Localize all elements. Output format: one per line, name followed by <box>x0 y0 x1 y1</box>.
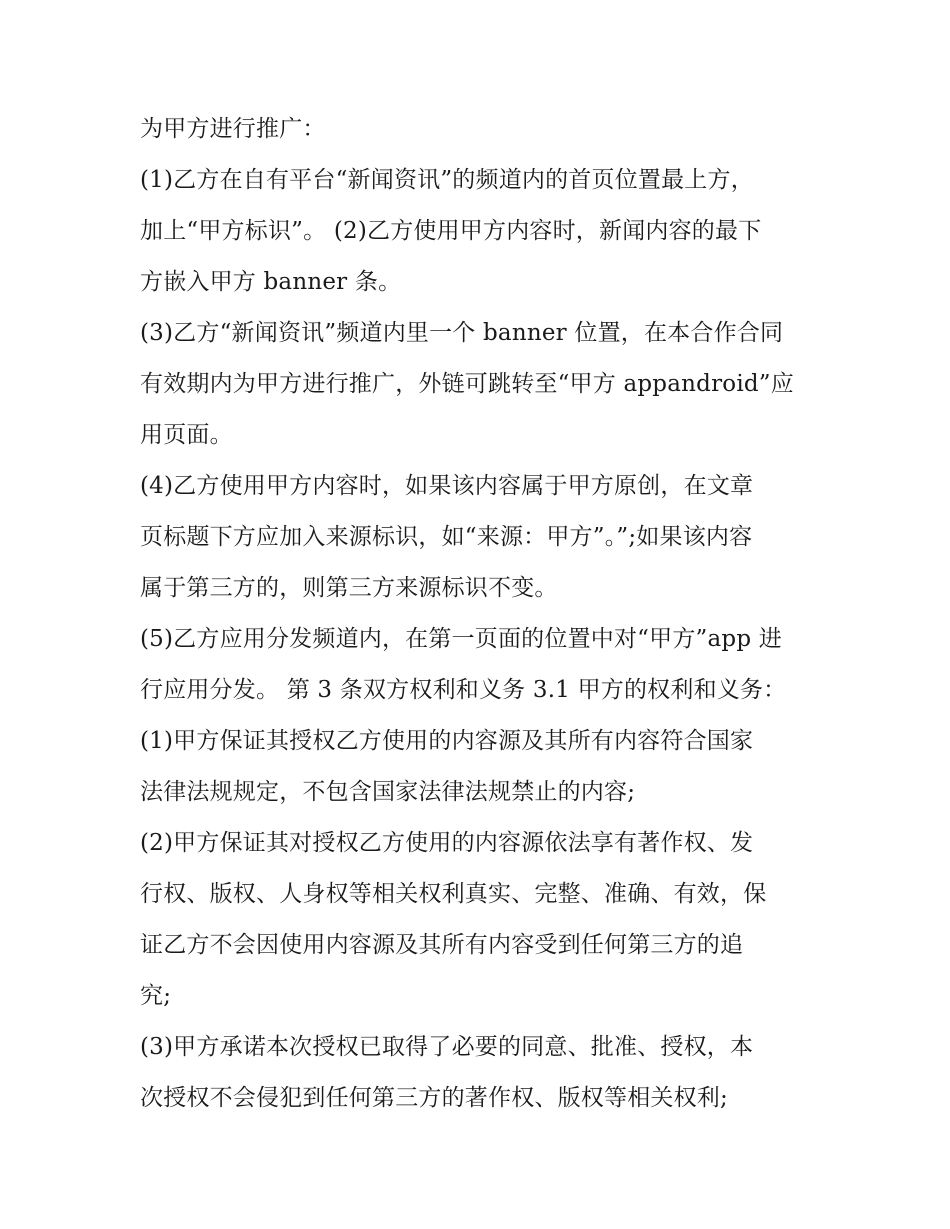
text-line: 页标题下方应加入来源标识，如“来源：甲方”。”;如果该内容 <box>140 524 753 550</box>
text-line: 为甲方进行推广： <box>140 116 326 142</box>
text-line: (3)乙方“新闻资讯”频道内里一个 banner 位置，在本合作合同 <box>140 320 784 346</box>
text-line: (1)乙方在自有平台“新闻资讯”的频道内的首页位置最上方， <box>140 167 754 193</box>
text-line: 方嵌入甲方 banner 条。 <box>140 269 402 295</box>
text-line: (3)甲方承诺本次授权已取得了必要的同意、批准、授权，本 <box>140 1034 754 1060</box>
text-line: 法律法规规定，不包含国家法律法规禁止的内容; <box>140 779 636 805</box>
text-line: 行应用分发。 第 3 条双方权利和义务 3.1 甲方的权利和义务： <box>140 677 787 703</box>
text-line: (4)乙方使用甲方内容时，如果该内容属于甲方原创，在文章 <box>140 473 754 499</box>
text-line: 用页面。 <box>140 422 233 448</box>
text-line: 属于第三方的，则第三方来源标识不变。 <box>140 575 558 601</box>
text-line: 行权、版权、人身权等相关权利真实、完整、准确、有效，保 <box>140 881 767 907</box>
text-line: (1)甲方保证其授权乙方使用的内容源及其所有内容符合国家 <box>140 728 754 754</box>
text-line: 加上“甲方标识”。 (2)乙方使用甲方内容时，新闻内容的最下 <box>140 218 762 244</box>
text-line: 证乙方不会因使用内容源及其所有内容受到任何第三方的追 <box>140 932 744 958</box>
text-line: 究; <box>140 983 172 1009</box>
text-line: (5)乙方应用分发频道内，在第一页面的位置中对“甲方”app 进 <box>140 626 782 652</box>
document-body <box>140 104 820 1124</box>
text-line: 有效期内为甲方进行推广，外链可跳转至“甲方 appandroid”应 <box>140 371 794 397</box>
text-line: (2)甲方保证其对授权乙方使用的内容源依法享有著作权、发 <box>140 830 754 856</box>
text-line: 次授权不会侵犯到任何第三方的著作权、版权等相关权利; <box>140 1085 728 1111</box>
